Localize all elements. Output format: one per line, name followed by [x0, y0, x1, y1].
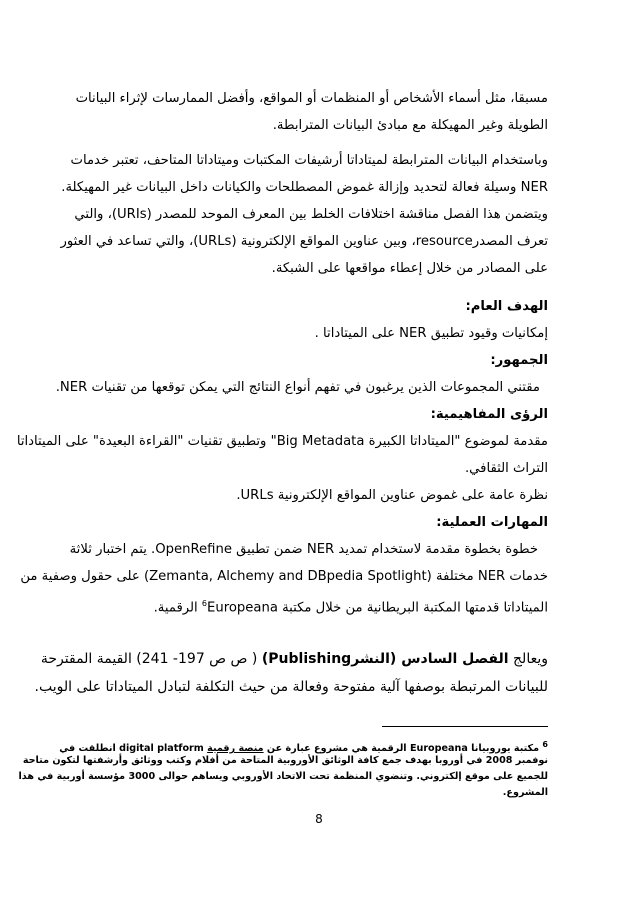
skills-heading: المهارات العملية: [436, 515, 548, 530]
audience-heading: الجمهور: [490, 353, 548, 368]
footnote-text-e: digital platform انطلقت في [59, 743, 208, 755]
footnote-reference: 6 [201, 599, 207, 608]
paragraph-2-line-5: على المصادر من خلال إعطاء مواقعها على الشبكة. [271, 261, 548, 276]
paragraph-1-line-1: مسبقا، مثل أسماء الأشخاص أو المنظمات أو المواقع، وأفضل الممارسات لإثراء البيانات [75, 91, 548, 106]
skills-line-3-part-b: Europeana الرقمية. [153, 600, 278, 616]
footnote-text-c: الرقمية هي مشروع عبارة عن [263, 743, 410, 755]
concepts-line-2: التراث الثقافي. [464, 461, 548, 476]
chapter6-title: الفصل السادس (النشرPublishing) [261, 651, 509, 667]
concepts-line-1: مقدمة لموضوع "الميتاداتا الكبيرة Big Metadata" وتطبيق تقنيات "القراءة البعيدة" على الميتاداتا [16, 434, 548, 449]
footnote-separator [382, 726, 548, 727]
footnote-underlined: منصة رقمية [207, 743, 264, 755]
paragraph-2-line-4: تعرف المصدرresource، وبين عناوين المواقع الإلكترونية (URLs)، والتي تساعد في العثور [60, 234, 548, 249]
footnote-text-a: مكتبة يوروبيانا [467, 743, 543, 755]
paragraph-2-line-2: NER وسيلة فعالة لتحديد وإزالة غموض المصطلحات والكيانات داخل البيانات غير المهيكلة. [61, 180, 548, 195]
paragraph-1-line-2: الطويلة وغير المهيكلة مع مبادئ البيانات المترابطة. [272, 118, 548, 133]
page-number: 8 [315, 812, 323, 826]
goal-text: إمكانيات وقيود تطبيق NER على الميتاداتا . [314, 326, 548, 341]
skills-line-3-part-a: الميتاداتا قدمتها المكتبة البريطانية من خلال مكتبة [277, 600, 548, 616]
footnote-line-3: للجميع على موقع إلكتروني. وتنضوي المنظمة تحت الاتحاد الأوروبي ويساهم حوالى 3000 مؤسسة أوربية في هذا [18, 771, 548, 782]
chapter6-intro: ويعالج [508, 651, 548, 667]
footnote-line-2: نوفمبر 2008 في أوروبا بهدف جمع كافة الوثائق الأوروبية المتاحة من أفلام وكتب ووثائق وأرشفتها لتكون متاحة [22, 755, 548, 766]
chapter6-pages: ( ص ص 197- 241) القيمة المقترحة [40, 651, 262, 667]
skills-line-3 [90, 595, 548, 617]
audience-text: مقتني المجموعات الذين يرغبون في تفهم أنواع النتائج التي يمكن توقعها من تقنيات NER. [55, 380, 540, 395]
goal-heading: الهدف العام: [465, 299, 548, 314]
chapter6-line-2: للبيانات المرتبطة بوصفها آلية مفتوحة وفعالة من حيث التكلفة لتبادل الميتاداتا على الويب. [34, 679, 548, 695]
paragraph-2-line-3: ويتضمن هذا الفصل مناقشة اختلافات الخلط بين المعرف الموحد للمصدر (URIs)، والتي [74, 207, 548, 222]
footnote-mark: 6 [542, 740, 548, 749]
skills-line-1: خطوة بخطوة مقدمة لاستخدام تمديد NER ضمن تطبيق OpenRefine. يتم اختبار ثلاثة [69, 542, 538, 557]
paragraph-2-line-1: وباستخدام البيانات المترابطة لميتاداتا أرشيفات المكتبات وميتاداتا المتاحف، تعتبر خدمات [70, 153, 548, 168]
footnote-text-b: Europeana [409, 743, 468, 755]
skills-line-2: خدمات NER مختلفة (Zemanta, Alchemy and DBpedia Spotlight) على حقول وصفية من [20, 569, 548, 584]
concepts-heading: الرؤى المفاهيمية: [430, 407, 548, 422]
concepts-line-3: نظرة عامة على غموض عناوين المواقع الإلكترونية URLs. [236, 488, 548, 503]
footnote-line-4: المشروع. [502, 787, 548, 798]
chapter6-line-1 [40, 650, 548, 668]
